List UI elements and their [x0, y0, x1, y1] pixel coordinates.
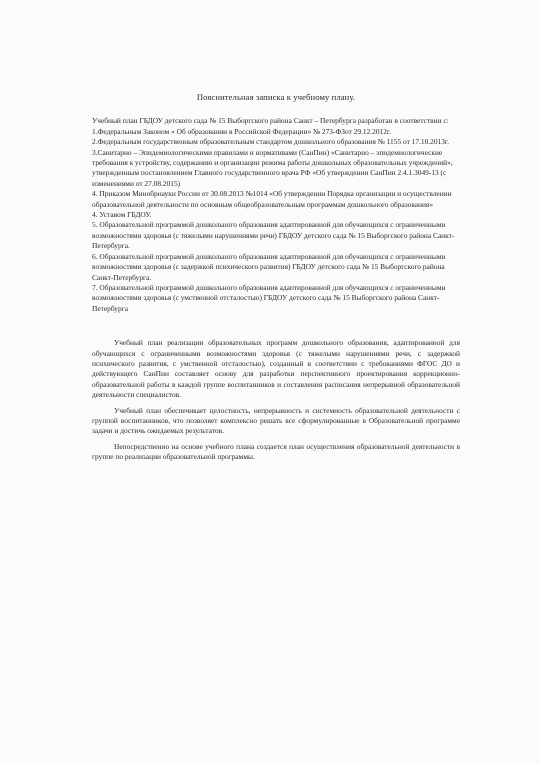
- paragraph: Непосредственно на основе учебного плана создается план осуществления образовательной деятельности в группе по реализации образовательной программы.: [92, 441, 460, 462]
- paragraph: Учебный план обеспечивает целостность, непрерывность и системность образовательной деятельности с группой воспитанников, что позволяет комплексно решать все сформулированные в Образовательной программе задачи и достичь ожидаемых результатов.: [92, 405, 460, 436]
- intro-text: Учебный план ГБДОУ детского сада № 15 Выборгского района Санкт – Петербурга разработан в соответствии с:: [92, 116, 449, 126]
- list-item: 2.Федеральным государственным образовательным стандартом дошкольного образования № 1155 от 17.10.2013г.: [92, 137, 449, 147]
- document-title: Пояснительная записка к учебному плану.: [196, 92, 356, 102]
- paragraph: Учебный план реализации образовательных программ дошкольного образования, адаптированной для обучающихся с ограниченными возможностями здоровья (с тяжелыми нарушениями речи, с задержкой психического развития, с умственной отсталостью), созданный в соответствии с требованиями ФГОС ДО и действующего СанПин составляет основу для разработки перспективного проектирования коррекционно-образовательной работы в каждой группе воспитанников и составления расписания непрерывной образовательной деятельности специалистов.: [92, 338, 460, 400]
- body-paragraphs: [92, 338, 460, 462]
- regulations-list: [92, 127, 460, 314]
- list-item: 1.Федеральным Законом « Об образовании в Российской Федерации» № 273-ФЗот 29.12.2012г.: [92, 126, 391, 136]
- list-item: 7. Образовательной программой дошкольного образования адаптированной для обучающихся с ограниченными возможностями здоровья (с умственной отсталостью) ГБДОУ детского сада № 15 Выборгского района Санкт-Петербурга: [92, 282, 446, 313]
- list-item: 3.Санитарно – Эпидемиологическими правилами и нормативами (СанПин) «Санитарно – эпидемиологические требования к устройству, содержанию и организации режима работы дошкольных образовательных учреждений», утвержденным постановлением Главного государственного врача РФ «Об утверждении СанПин 2.4.1.3049-13 (с изменениями от 27.08.2015): [92, 147, 453, 188]
- list-item: 5. Образовательной программой дошкольного образования адаптированной для обучающихся с ограниченными возможностями здоровья (с тяжелыми нарушениями речи) ГБДОУ детского сада № 15 Выборгского района Санкт-Петербурга.: [92, 220, 455, 251]
- list-item: 4. Уставом ГБДОУ.: [92, 210, 152, 220]
- document-content: [92, 92, 460, 468]
- list-item: 6. Образовательной программой дошкольного образования адаптированной для обучающихся с ограниченными возможностями здоровья (с задержкой психического развития) ГБДОУ детского сада № 15 Выборгского района Санкт-Петербурга.: [92, 251, 446, 282]
- list-item: 4. Приказом Минобрнауки России от 30.08.2013 №1014 «Об утверждении Порядка организации и осуществлении образовательной деятельности по основным общеобразовательным программам дошкольного образования»: [92, 189, 452, 209]
